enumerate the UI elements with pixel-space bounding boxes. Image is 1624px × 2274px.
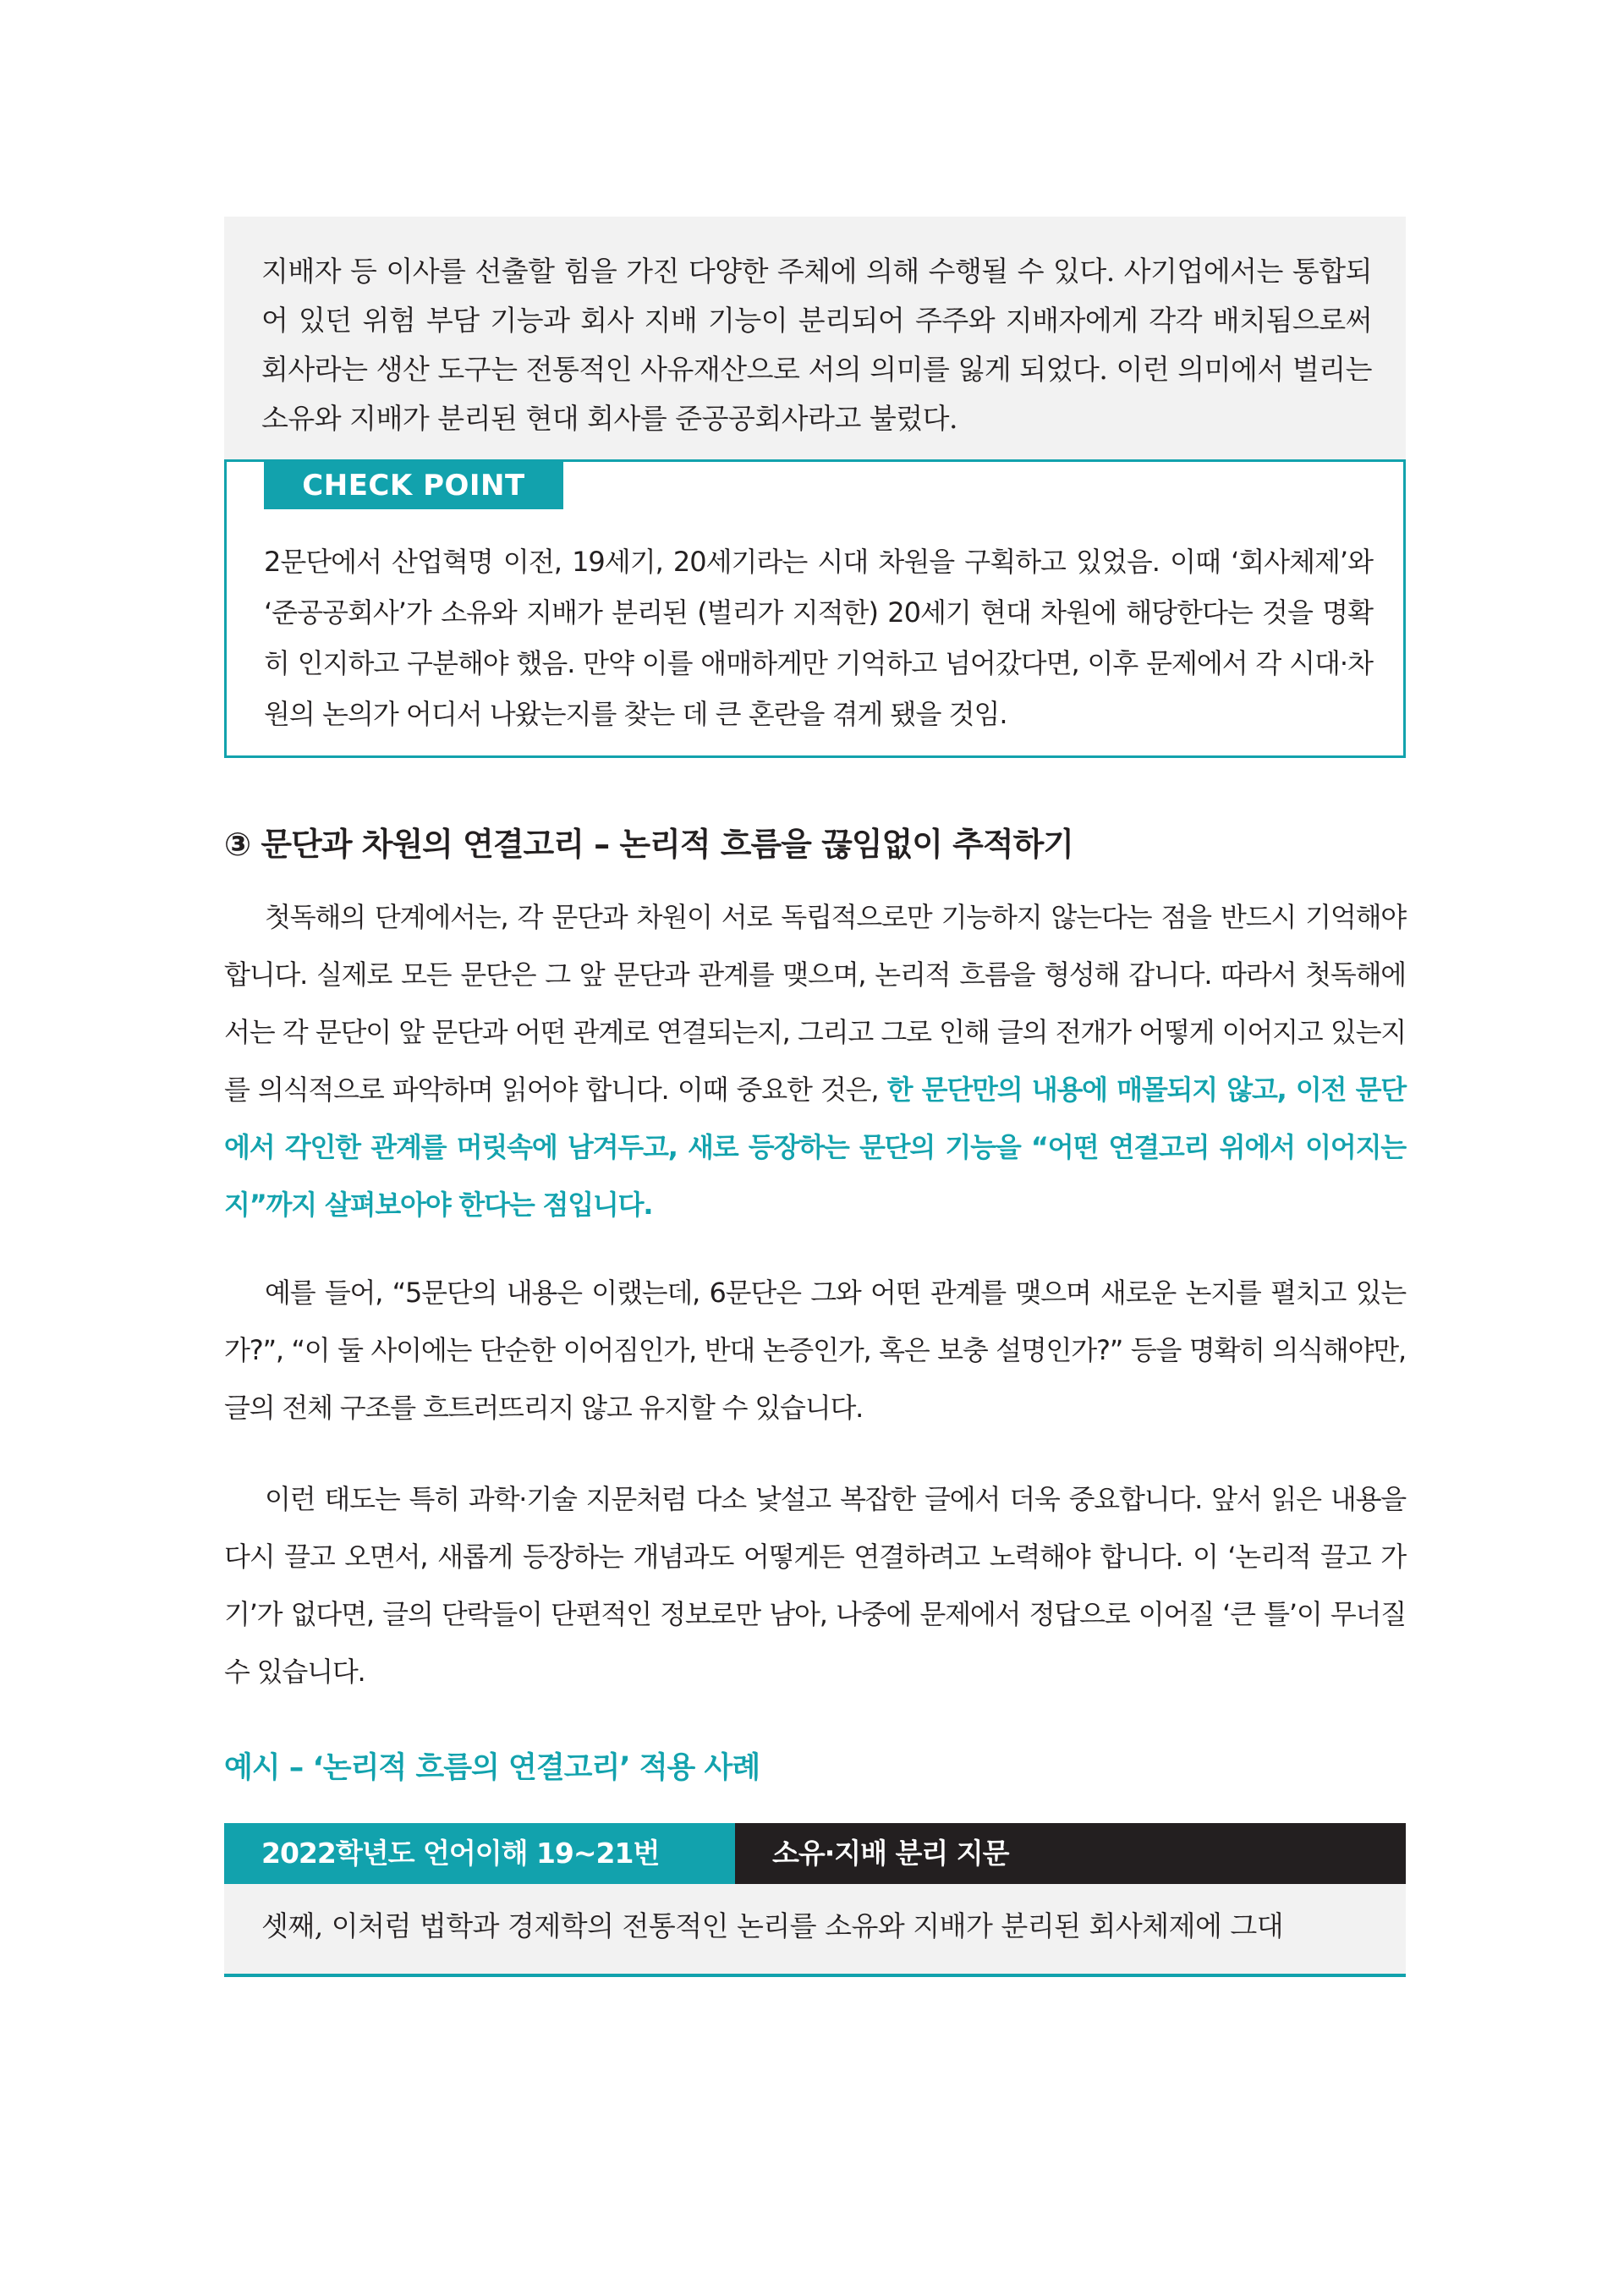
example-source-bar — [224, 1823, 1406, 1884]
paragraph-1-text: 첫독해의 단계에서는, 각 문단과 차원이 서로 독립적으로만 기능하지 않는다는 점을 반드시 기억해야 합니다. 실제로 모든 문단은 그 앞 문단과 관계를 맺으며, 논리적 흐름을 형성해 갑니다. 따라서 첫독해에서는 각 문단이 앞 문단과 어떤 관계로 연결되는지, 그리고 그로 인해 글의 전개가 어떻게 이어지고 있는지를 의식적으로 파악하며 읽어야 합니다. 이때 중요한 것은, — [224, 901, 1406, 1106]
example-excerpt-text: 셋째, 이처럼 법학과 경제학의 전통적인 논리를 소유와 지배가 분리된 회사체제에 그대 — [261, 1909, 1284, 1942]
check-point-label: CHECK POINT — [264, 462, 563, 509]
paragraph-1-highlight: 한 문단만의 내용에 매몰되지 않고, 이전 문단에서 각인한 관계를 머릿속에 남겨두고, 새로 등장하는 문단의 기능을 “어떤 연결고리 위에서 이어지는지”까지 살펴보아야 한다는 점입니다. — [224, 1074, 1406, 1221]
passage-topic-label: 소유·지배 분리 지문 — [735, 1823, 1406, 1884]
example-excerpt-box — [224, 1884, 1406, 1977]
check-point-text: 2문단에서 산업혁명 이전, 19세기, 20세기라는 시대 차원을 구획하고 있었음. 이때 ‘회사체제’와 ‘준공공회사’가 소유와 지배가 분리된 (벌리가 지적한) 20세기 현대 차원에 해당한다는 것을 명확히 인지하고 구분해야 했음. 만약 이를 애매하게만 기억하고 넘어갔다면, 이후 문제에서 각 시대·차원의 논의가 어디서 나왔는지를 찾는 데 큰 혼란을 겪게 됐을 것임. — [264, 546, 1373, 730]
body-paragraph-3: 이런 태도는 특히 과학·기술 지문처럼 다소 낯설고 복잡한 글에서 더욱 중요합니다. 앞서 읽은 내용을 다시 끌고 오면서, 새롭게 등장하는 개념과도 어떻게든 연결하려고 노력해야 합니다. 이 ‘논리적 끌고 가기’가 없다면, 글의 단락들이 단편적인 정보로만 남아, 나중에 문제에서 정답으로 이어질 ‘큰 틀’이 무너질 수 있습니다. — [224, 1483, 1406, 1688]
example-heading: 예시 – ‘논리적 흐름의 연결고리’ 적용 사례 — [224, 1751, 760, 1785]
body-paragraph-2: 예를 들어, “5문단의 내용은 이랬는데, 6문단은 그와 어떤 관계를 맺으며 새로운 논지를 펼치고 있는가?”, “이 둘 사이에는 단순한 이어짐인가, 반대 논증인가, 혹은 보충 설명인가?” 등을 명확히 의식해야만, 글의 전체 구조를 흐트러뜨리지 않고 유지할 수 있습니다. — [224, 1277, 1406, 1424]
passage-excerpt-box — [224, 217, 1406, 462]
section-heading: ③ 문단과 차원의 연결고리 – 논리적 흐름을 끊임없이 추적하기 — [224, 826, 1074, 863]
body-paragraph-1 — [224, 888, 1406, 1233]
exam-source-label: 2022학년도 언어이해 19~21번 — [224, 1823, 735, 1884]
passage-text: 지배자 등 이사를 선출할 힘을 가진 다양한 주체에 의해 수행될 수 있다. 사기업에서는 통합되어 있던 위험 부담 기능과 회사 지배 기능이 분리되어 주주와 지배자에게 각각 배치됨으로써 회사라는 생산 도구는 전통적인 사유재산으로 서의 의미를 잃게 되었다. 이런 의미에서 벌리는 소유와 지배가 분리된 현대 회사를 준공공회사라고 불렀다. — [261, 255, 1372, 435]
check-point-box — [224, 459, 1406, 758]
